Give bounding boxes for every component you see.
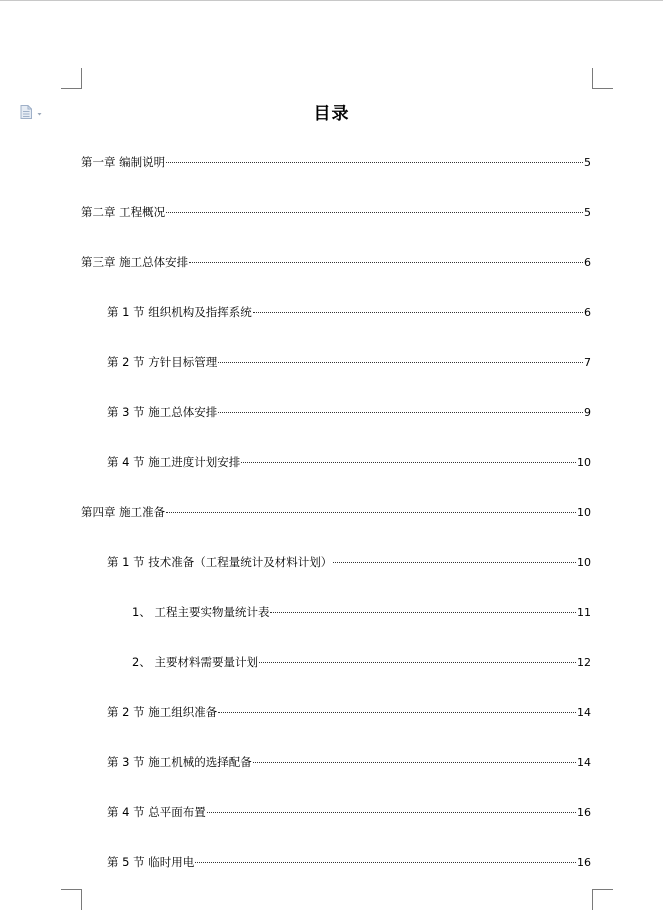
toc-leader	[253, 312, 583, 313]
toc-page-number: 5	[584, 206, 591, 219]
toc-page-number: 10	[577, 456, 591, 469]
toc-entry[interactable]	[107, 405, 591, 420]
toc-page-number: 14	[577, 756, 591, 769]
toc-page-number: 16	[577, 806, 591, 819]
toc-page-number: 12	[577, 656, 591, 669]
toc-page-number: 6	[584, 306, 591, 319]
toc-entry[interactable]	[107, 805, 591, 820]
toc-leader	[166, 212, 583, 213]
toc-page-number: 10	[577, 506, 591, 519]
toc-entry-label: 第一章 编制说明	[81, 155, 166, 169]
toc-entry-label: 第 4 节 施工进度计划安排	[107, 455, 241, 469]
toc-entry-label: 2、 主要材料需要量计划	[132, 655, 258, 669]
toc-leader	[195, 862, 576, 863]
toc-leader	[241, 462, 576, 463]
toc-entry[interactable]	[107, 755, 591, 770]
toc-entry[interactable]	[132, 655, 591, 670]
toc-leader	[189, 262, 583, 263]
toc-entry[interactable]	[107, 705, 591, 720]
toc-entry-label: 第 4 节 总平面布置	[107, 805, 206, 819]
toc-leader	[218, 412, 583, 413]
toc-leader	[333, 562, 576, 563]
toc-entry-label: 1、 工程主要实物量统计表	[132, 605, 270, 619]
toc-leader	[218, 362, 583, 363]
toc-entry[interactable]	[107, 355, 591, 370]
toc-entry[interactable]	[81, 255, 591, 270]
toc-entry[interactable]	[107, 555, 591, 570]
crop-mark-bottom-right	[592, 889, 613, 910]
crop-mark-bottom-left	[61, 889, 82, 910]
toc-page-number: 16	[577, 856, 591, 869]
toc-entry[interactable]	[81, 505, 591, 520]
crop-mark-top-right	[592, 68, 613, 89]
toc-entry[interactable]	[107, 855, 591, 870]
toc-leader	[270, 612, 576, 613]
toc-page-number: 11	[577, 606, 591, 619]
toc-title: 目录	[313, 104, 350, 124]
toc-leader	[166, 512, 576, 513]
toc-page-number: 7	[584, 356, 591, 369]
toc-page-number: 10	[577, 556, 591, 569]
toc-leader	[166, 162, 583, 163]
toc-entry-label: 第三章 施工总体安排	[81, 255, 189, 269]
toc-entry[interactable]	[81, 155, 591, 170]
toc-entry-label: 第 1 节 组织机构及指挥系统	[107, 305, 252, 319]
toc-entry-label: 第 3 节 施工总体安排	[107, 405, 218, 419]
toc-entry[interactable]	[107, 455, 591, 470]
toc-page-number: 9	[584, 406, 591, 419]
toc-page-number: 5	[584, 156, 591, 169]
toc-leader	[207, 812, 576, 813]
toc-entry[interactable]	[132, 605, 591, 620]
toc-leader	[259, 662, 576, 663]
toc-leader	[218, 712, 576, 713]
toc-entry[interactable]	[107, 305, 591, 320]
toc-entry-label: 第 5 节 临时用电	[107, 855, 195, 869]
toc-entry-label: 第 1 节 技术准备（工程量统计及材料计划）	[107, 555, 333, 569]
toc-page-number: 6	[584, 256, 591, 269]
toc-entry-label: 第 2 节 施工组织准备	[107, 705, 218, 719]
crop-mark-top-left	[61, 68, 82, 89]
toc-leader	[253, 762, 576, 763]
toc-entry-label: 第 3 节 施工机械的选择配备	[107, 755, 252, 769]
toc-entry-label: 第 2 节 方针目标管理	[107, 355, 218, 369]
toc-entry-label: 第二章 工程概况	[81, 205, 166, 219]
toc-entry[interactable]	[81, 205, 591, 220]
toc-page-number: 14	[577, 706, 591, 719]
toc-entry-label: 第四章 施工准备	[81, 505, 166, 519]
